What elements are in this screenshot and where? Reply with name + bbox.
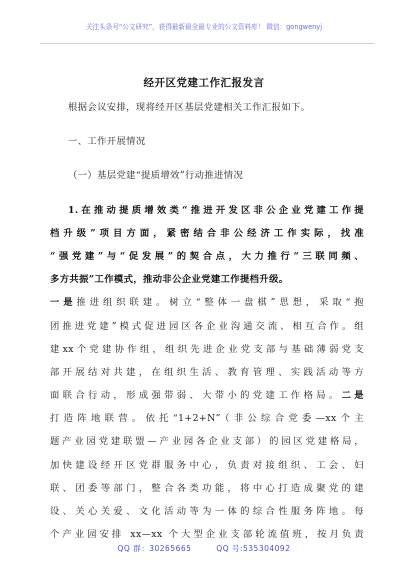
paragraph-line: 联、团委等部门，整合各类功能，将中心打造成聚党的建 bbox=[50, 482, 364, 494]
paragraph-line: 个产业园安排 xx—xx 个大型企业支部轮流值班，按月负责 bbox=[50, 529, 364, 541]
paragraph-line: 打造阵地联营。依托“1+2+N”（非公综合党委—xx个主 bbox=[50, 413, 364, 425]
paragraph-line: 部开展结对共建，在组织生活、教育管理、实践活动等方 bbox=[50, 366, 364, 378]
paragraph-line: 一是推进组织联建。树立“整体一盘棋”思想，采取“抱 bbox=[50, 297, 364, 309]
header-notice: 关注头条号“公文研究”，获得最新最全最专业的公文资料库！ 微信：gongwenyj bbox=[85, 23, 323, 31]
footer-contact bbox=[0, 543, 408, 554]
paragraph-line: 建xx个党建协作组，组织先进企业党支部与基础薄弱党支 bbox=[50, 343, 364, 355]
paragraph-line: 题产业园党建联盟—产业园各企业支部）的园区党建格局， bbox=[50, 436, 364, 448]
paragraph-line: 团推进党建”模式促进园区各企业沟通交流、相互合作。组 bbox=[50, 320, 364, 332]
bold-paragraph-line: 多方共振”工作模式，推动非公企业党建工作提档升级。 bbox=[50, 274, 289, 286]
qq-group: QQ 群：30265665 bbox=[117, 544, 192, 553]
bold-paragraph-line: “强党建”与“促发展”的契合点，大力推行“三联同频、 bbox=[50, 250, 364, 262]
bold-paragraph-line: 1.在推动提质增效类“推进开发区非公企业党建工作提 bbox=[68, 204, 364, 216]
lead-marker: 二是 bbox=[341, 390, 364, 402]
document-body bbox=[50, 96, 364, 546]
paragraph-line: 加快建设经开区党群服务中心，负责对接组织、工会、妇 bbox=[50, 459, 364, 471]
lead-marker: 一是 bbox=[50, 297, 77, 309]
intro-paragraph: 根据会议安排，现将经开区基层党建相关工作汇报如下。 bbox=[68, 102, 311, 113]
subsection-heading: （一）基层党建“提质增效”行动推进情况 bbox=[68, 170, 244, 182]
section-heading: 一、工作开展情况 bbox=[68, 136, 146, 148]
bold-paragraph-line: 档升级”项目方面，紧密结合非公经济工作实际，找准 bbox=[50, 227, 364, 239]
paragraph-line: 面联合行动，形成强带弱、大带小的党建工作格局。二是 bbox=[50, 390, 364, 402]
paragraph-line: 设、关心关爱、文化活动等为一体的综合性服务阵地。每 bbox=[50, 506, 364, 517]
page-title: 经开区党建工作汇报发言 bbox=[143, 77, 265, 89]
qq-number: QQ 号:535304092 bbox=[216, 544, 291, 553]
header-divider bbox=[40, 43, 374, 44]
